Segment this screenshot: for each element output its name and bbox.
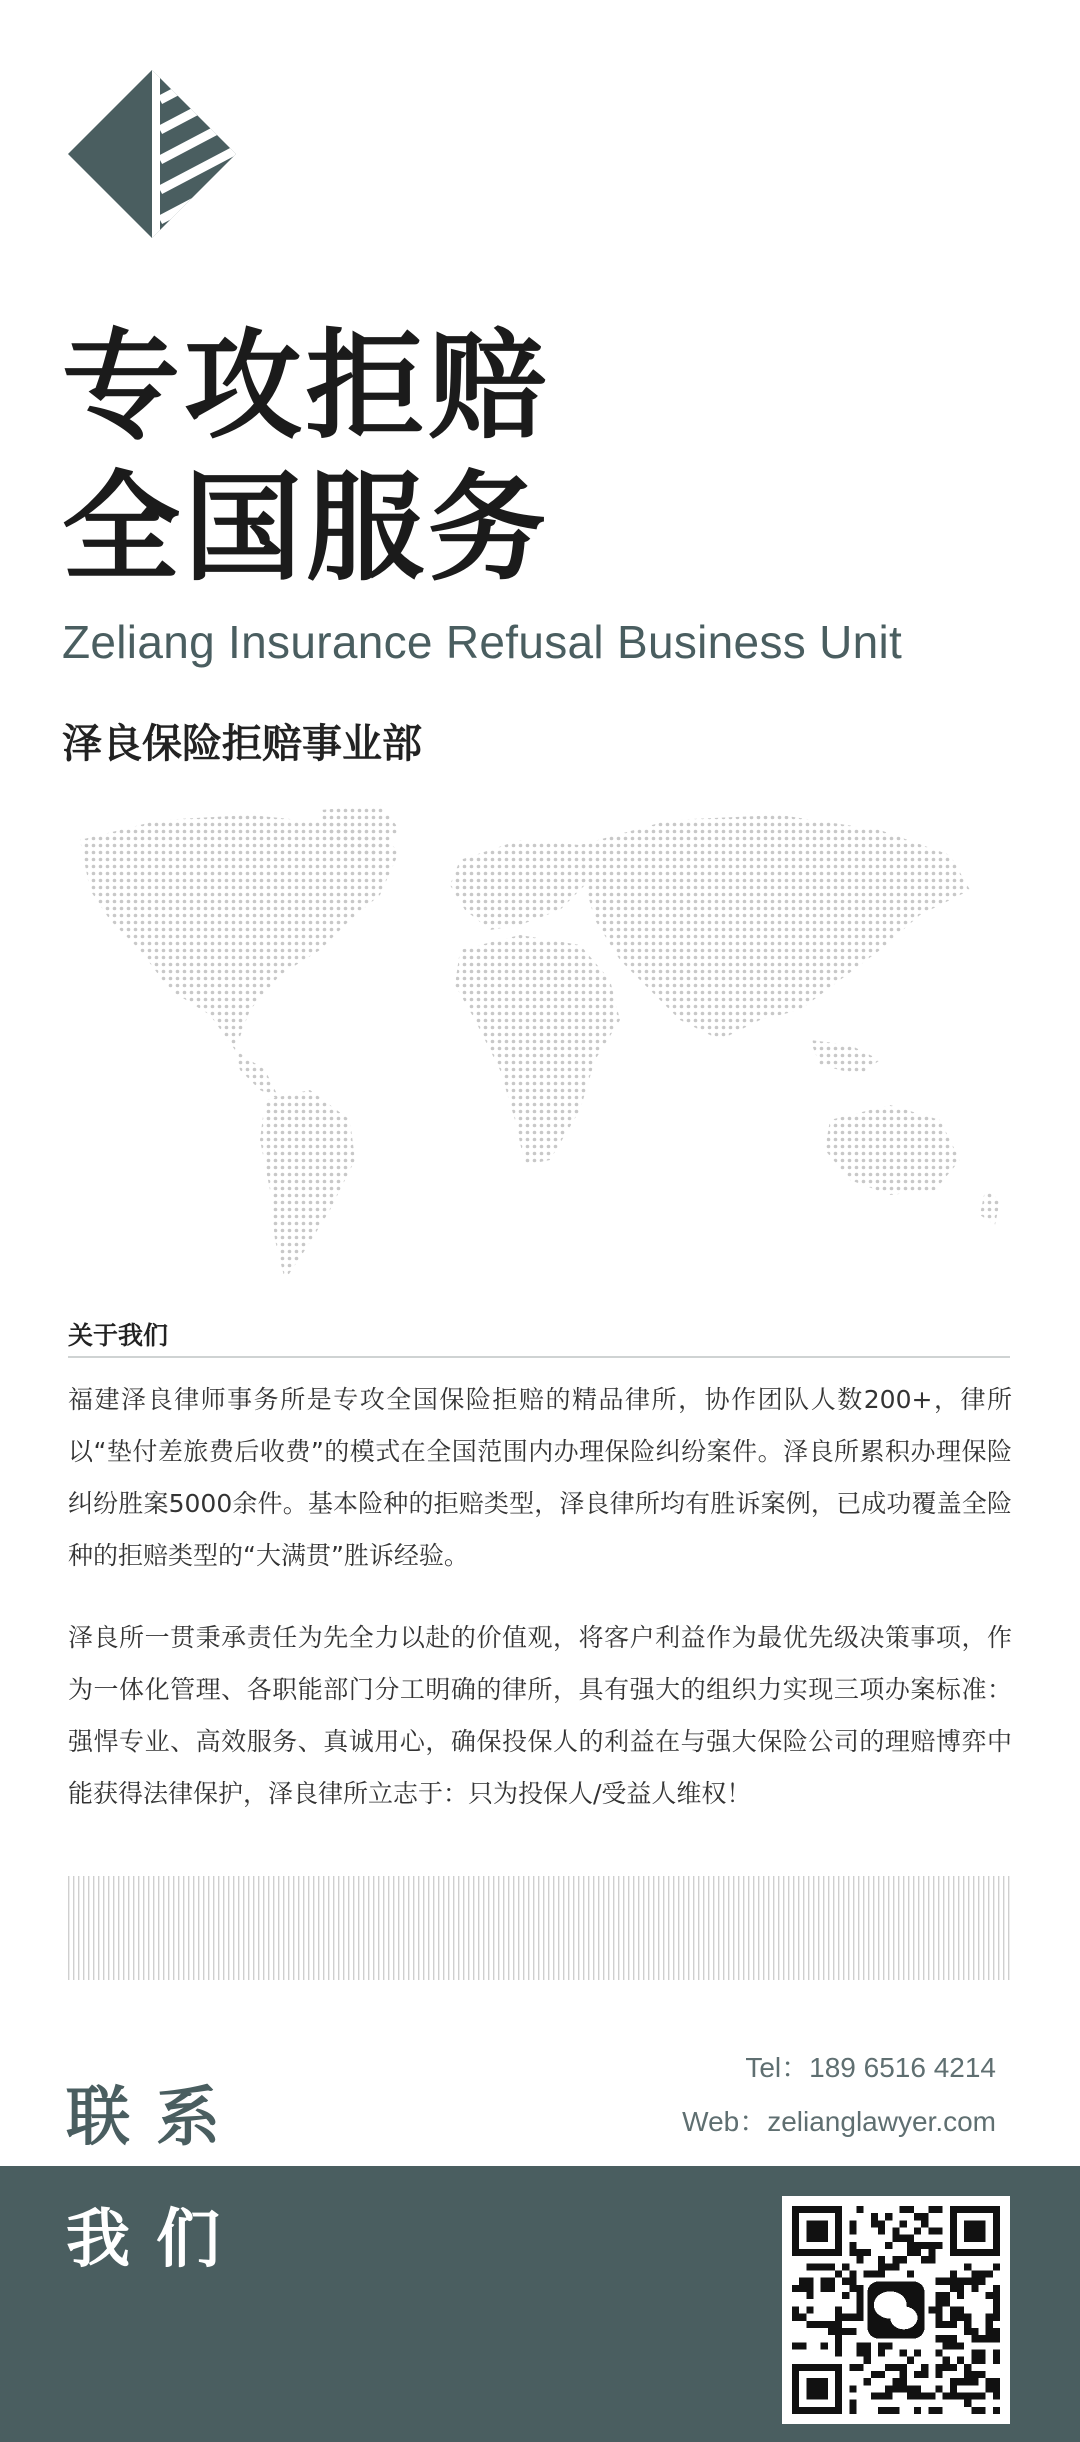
- qr-module: [957, 2378, 964, 2385]
- qr-module: [950, 2335, 957, 2342]
- qr-module: [950, 2385, 957, 2392]
- qr-module: [878, 2407, 885, 2414]
- qr-module: [871, 2371, 878, 2378]
- qr-module: [971, 2349, 978, 2356]
- qr-module: [921, 2256, 928, 2263]
- qr-module: [885, 2213, 892, 2220]
- qr-module: [885, 2263, 892, 2270]
- qr-module: [806, 2278, 813, 2285]
- qr-module: [914, 2249, 921, 2256]
- qr-module: [857, 2299, 864, 2306]
- qr-module: [907, 2357, 914, 2364]
- qr-module: [921, 2392, 928, 2399]
- qr-module: [849, 2278, 856, 2285]
- subtitle-chinese: 泽良保险拒赔事业部: [62, 721, 422, 767]
- qr-module: [928, 2392, 935, 2399]
- qr-module: [900, 2371, 907, 2378]
- qr-module: [849, 2385, 856, 2392]
- qr-module: [935, 2335, 942, 2342]
- qr-module: [928, 2228, 935, 2235]
- qr-module: [821, 2278, 828, 2285]
- about-us-title: 关于我们: [68, 1321, 169, 1350]
- qr-module: [885, 2385, 892, 2392]
- qr-module: [892, 2407, 899, 2414]
- qr-module: [885, 2407, 892, 2414]
- qr-module: [849, 2328, 856, 2335]
- wechat-qr-code[interactable]: [782, 2196, 1010, 2424]
- qr-module: [978, 2371, 985, 2378]
- qr-module: [849, 2285, 856, 2292]
- qr-module: [935, 2371, 942, 2378]
- qr-module: [835, 2349, 842, 2356]
- qr-module: [857, 2256, 864, 2263]
- qr-module: [935, 2364, 942, 2371]
- qr-module: [993, 2299, 1000, 2306]
- qr-module: [842, 2314, 849, 2321]
- qr-module: [821, 2321, 828, 2328]
- qr-module: [957, 2278, 964, 2285]
- qr-module: [849, 2314, 856, 2321]
- qr-module: [950, 2285, 957, 2292]
- qr-module: [935, 2385, 942, 2392]
- qr-module: [935, 2314, 942, 2321]
- qr-module: [871, 2213, 878, 2220]
- qr-module: [821, 2342, 828, 2349]
- qr-module: [943, 2321, 950, 2328]
- qr-module: [964, 2263, 971, 2270]
- qr-module: [914, 2213, 921, 2220]
- qr-module: [986, 2335, 993, 2342]
- qr-module: [950, 2321, 957, 2328]
- qr-module: [943, 2299, 950, 2306]
- headline-line-1: 专攻拒赔: [62, 317, 551, 455]
- qr-finder-pattern: [950, 2206, 1000, 2256]
- qr-module: [842, 2278, 849, 2285]
- qr-module: [849, 2400, 856, 2407]
- qr-module: [971, 2378, 978, 2385]
- headline-line-2: 全国服务: [62, 459, 551, 597]
- qr-module: [907, 2235, 914, 2242]
- qr-module: [835, 2306, 842, 2313]
- qr-module: [993, 2314, 1000, 2321]
- qr-module: [835, 2328, 842, 2335]
- qr-module: [950, 2278, 957, 2285]
- qr-module: [986, 2292, 993, 2299]
- qr-module: [950, 2392, 957, 2399]
- qr-module: [799, 2342, 806, 2349]
- qr-module: [806, 2321, 813, 2328]
- qr-module: [849, 2228, 856, 2235]
- qr-module: [878, 2228, 885, 2235]
- qr-module: [914, 2228, 921, 2235]
- qr-module: [964, 2328, 971, 2335]
- qr-module: [900, 2349, 907, 2356]
- qr-module: [806, 2306, 813, 2313]
- qr-module: [993, 2292, 1000, 2299]
- qr-module: [943, 2335, 950, 2342]
- qr-module: [993, 2378, 1000, 2385]
- qr-module: [928, 2242, 935, 2249]
- qr-module: [971, 2285, 978, 2292]
- zeliang-logo-icon: [68, 70, 236, 238]
- qr-module: [878, 2256, 885, 2263]
- qr-finder-pattern: [792, 2206, 842, 2256]
- qr-module: [993, 2335, 1000, 2342]
- qr-module: [806, 2263, 813, 2270]
- qr-module: [950, 2306, 957, 2313]
- qr-module: [993, 2357, 1000, 2364]
- qr-module: [921, 2213, 928, 2220]
- qr-module: [821, 2285, 828, 2292]
- qr-module: [892, 2364, 899, 2371]
- qr-module: [914, 2385, 921, 2392]
- qr-module: [878, 2392, 885, 2399]
- qr-module: [892, 2256, 899, 2263]
- qr-module: [964, 2400, 971, 2407]
- qr-module: [792, 2342, 799, 2349]
- world-map-icon: [20, 800, 1020, 1290]
- qr-module: [957, 2306, 964, 2313]
- qr-module: [864, 2378, 871, 2385]
- section-divider: [68, 1356, 1010, 1358]
- qr-module: [828, 2263, 835, 2270]
- qr-module: [835, 2335, 842, 2342]
- qr-module: [957, 2342, 964, 2349]
- qr-module: [835, 2342, 842, 2349]
- qr-module: [971, 2335, 978, 2342]
- qr-module: [978, 2357, 985, 2364]
- qr-module: [857, 2206, 864, 2213]
- about-paragraph-2: 泽良所一贯秉承责任为先全力以赴的价值观，将客户利益作为最优先级决策事项，作为一体化管理、各职能部门分工明确的律所，具有强大的组织力实现三项办案标准：强悍专业、高效服务、真诚用心，确保投保人的利益在与强大保险公司的理赔博弈中能获得法律保护，泽良律所立志于：只为投保人/受益人维权！: [68, 1623, 1012, 1808]
- qr-module: [957, 2292, 964, 2299]
- qr-module: [978, 2392, 985, 2399]
- qr-code-icon: [792, 2206, 1000, 2414]
- qr-module: [950, 2271, 957, 2278]
- qr-module: [993, 2306, 1000, 2313]
- qr-module: [849, 2249, 856, 2256]
- qr-module: [928, 2249, 935, 2256]
- qr-module: [892, 2235, 899, 2242]
- qr-module: [978, 2407, 985, 2414]
- qr-module: [799, 2285, 806, 2292]
- qr-module: [914, 2349, 921, 2356]
- qr-module: [928, 2206, 935, 2213]
- qr-module: [957, 2357, 964, 2364]
- qr-module: [986, 2328, 993, 2335]
- qr-module: [914, 2242, 921, 2249]
- qr-module: [986, 2271, 993, 2278]
- qr-module: [921, 2242, 928, 2249]
- qr-module: [806, 2285, 813, 2292]
- qr-module: [950, 2364, 957, 2371]
- about-paragraph-1: 福建泽良律师事务所是专攻全国保险拒赔的精品律所，协作团队人数200+，律所以“垫付差旅费后收费”的模式在全国范围内办理保险纠纷案件。泽良所累积办理保险纠纷胜案5000余件。基本险种的拒赔类型，泽良律所均有胜诉案例，已成功覆盖全险种的拒赔类型的“大满贯”胜诉经验。: [68, 1385, 1012, 1570]
- qr-module: [871, 2392, 878, 2399]
- qr-module: [950, 2378, 957, 2385]
- qr-module: [986, 2321, 993, 2328]
- qr-module: [957, 2285, 964, 2292]
- qr-module: [993, 2285, 1000, 2292]
- qr-module: [928, 2256, 935, 2263]
- qr-module: [900, 2364, 907, 2371]
- qr-module: [935, 2242, 942, 2249]
- qr-module: [935, 2292, 942, 2299]
- qr-module: [964, 2278, 971, 2285]
- contact-title-part-1: 联系: [66, 2081, 246, 2155]
- qr-module: [928, 2407, 935, 2414]
- qr-module: [892, 2228, 899, 2235]
- qr-module: [900, 2206, 907, 2213]
- qr-module: [986, 2378, 993, 2385]
- qr-module: [900, 2235, 907, 2242]
- qr-module: [864, 2249, 871, 2256]
- qr-module: [935, 2321, 942, 2328]
- qr-module: [907, 2271, 914, 2278]
- qr-module: [943, 2392, 950, 2399]
- qr-module: [921, 2220, 928, 2227]
- qr-module: [864, 2349, 871, 2356]
- subtitle-english: Zeliang Insurance Refusal Business Unit: [62, 616, 903, 668]
- qr-module: [849, 2271, 856, 2278]
- qr-finder-pattern: [792, 2364, 842, 2414]
- qr-module: [857, 2249, 864, 2256]
- qr-module: [842, 2328, 849, 2335]
- qr-module: [993, 2263, 1000, 2270]
- qr-module: [828, 2278, 835, 2285]
- qr-module: [864, 2271, 871, 2278]
- qr-module: [792, 2306, 799, 2313]
- qr-module: [892, 2385, 899, 2392]
- qr-module: [900, 2256, 907, 2263]
- qr-module: [849, 2242, 856, 2249]
- qr-module: [878, 2342, 885, 2349]
- qr-module: [792, 2314, 799, 2321]
- qr-module: [814, 2321, 821, 2328]
- qr-module: [907, 2392, 914, 2399]
- wechat-icon: [867, 2281, 924, 2338]
- qr-module: [921, 2371, 928, 2378]
- qr-module: [993, 2392, 1000, 2399]
- qr-module: [935, 2299, 942, 2306]
- qr-module: [964, 2364, 971, 2371]
- qr-module: [964, 2371, 971, 2378]
- qr-module: [828, 2285, 835, 2292]
- qr-module: [971, 2392, 978, 2399]
- qr-module: [792, 2285, 799, 2292]
- qr-module: [914, 2392, 921, 2399]
- qr-module: [943, 2278, 950, 2285]
- qr-module: [900, 2378, 907, 2385]
- qr-module: [957, 2314, 964, 2321]
- qr-module: [971, 2328, 978, 2335]
- qr-module: [978, 2335, 985, 2342]
- qr-module: [993, 2385, 1000, 2392]
- qr-module: [964, 2378, 971, 2385]
- qr-module: [835, 2321, 842, 2328]
- qr-module: [907, 2385, 914, 2392]
- qr-module: [957, 2392, 964, 2399]
- qr-module: [849, 2364, 856, 2371]
- qr-module: [986, 2385, 993, 2392]
- qr-module: [814, 2263, 821, 2270]
- qr-module: [885, 2242, 892, 2249]
- qr-module: [907, 2206, 914, 2213]
- qr-module: [857, 2314, 864, 2321]
- qr-module: [878, 2263, 885, 2270]
- telephone-number[interactable]: Tel：189 6516 4214: [745, 2052, 996, 2083]
- qr-module: [978, 2271, 985, 2278]
- qr-module: [921, 2364, 928, 2371]
- qr-module: [935, 2407, 942, 2414]
- qr-module: [964, 2314, 971, 2321]
- qr-module: [885, 2342, 892, 2349]
- qr-module: [971, 2407, 978, 2414]
- qr-module: [914, 2407, 921, 2414]
- qr-module: [914, 2371, 921, 2378]
- qr-module: [857, 2292, 864, 2299]
- qr-module: [806, 2292, 813, 2299]
- qr-module: [950, 2342, 957, 2349]
- qr-module: [835, 2314, 842, 2321]
- qr-module: [849, 2220, 856, 2227]
- qr-module: [971, 2278, 978, 2285]
- qr-module: [871, 2271, 878, 2278]
- qr-module: [971, 2357, 978, 2364]
- qr-module: [907, 2249, 914, 2256]
- qr-module: [799, 2278, 806, 2285]
- qr-module: [828, 2328, 835, 2335]
- qr-module: [892, 2378, 899, 2385]
- qr-module: [935, 2228, 942, 2235]
- qr-module: [857, 2285, 864, 2292]
- qr-module: [864, 2342, 871, 2349]
- qr-module: [828, 2321, 835, 2328]
- qr-module: [885, 2392, 892, 2399]
- contact-title-part-2: 我们: [66, 2203, 246, 2277]
- qr-module: [986, 2314, 993, 2321]
- qr-module: [935, 2306, 942, 2313]
- qr-module: [943, 2357, 950, 2364]
- qr-module: [950, 2314, 957, 2321]
- qr-module: [935, 2349, 942, 2356]
- qr-module: [821, 2263, 828, 2270]
- qr-module: [857, 2349, 864, 2356]
- qr-module: [943, 2342, 950, 2349]
- website-link[interactable]: Web：zelianglawyer.com: [682, 2106, 996, 2137]
- qr-module: [842, 2263, 849, 2270]
- qr-module: [900, 2385, 907, 2392]
- qr-module: [978, 2278, 985, 2285]
- qr-module: [964, 2392, 971, 2399]
- qr-module: [842, 2292, 849, 2299]
- qr-module: [849, 2407, 856, 2414]
- qr-module: [907, 2242, 914, 2249]
- qr-module: [878, 2220, 885, 2227]
- qr-module: [900, 2220, 907, 2227]
- qr-module: [993, 2328, 1000, 2335]
- qr-module: [928, 2306, 935, 2313]
- qr-module: [871, 2220, 878, 2227]
- qr-module: [799, 2314, 806, 2321]
- decorative-line-strip: [68, 1876, 1012, 1980]
- qr-module: [978, 2349, 985, 2356]
- qr-module: [964, 2321, 971, 2328]
- qr-module: [885, 2364, 892, 2371]
- qr-module: [835, 2271, 842, 2278]
- qr-module: [943, 2364, 950, 2371]
- qr-module: [993, 2349, 1000, 2356]
- qr-module: [993, 2407, 1000, 2414]
- qr-module: [971, 2271, 978, 2278]
- qr-module: [864, 2357, 871, 2364]
- qr-module: [892, 2263, 899, 2270]
- qr-module: [971, 2371, 978, 2378]
- qr-module: [935, 2206, 942, 2213]
- qr-module: [857, 2364, 864, 2371]
- qr-module: [878, 2271, 885, 2278]
- qr-module: [857, 2342, 864, 2349]
- qr-module: [935, 2278, 942, 2285]
- qr-module: [857, 2306, 864, 2313]
- qr-module: [878, 2349, 885, 2356]
- qr-module: [878, 2371, 885, 2378]
- qr-module: [943, 2292, 950, 2299]
